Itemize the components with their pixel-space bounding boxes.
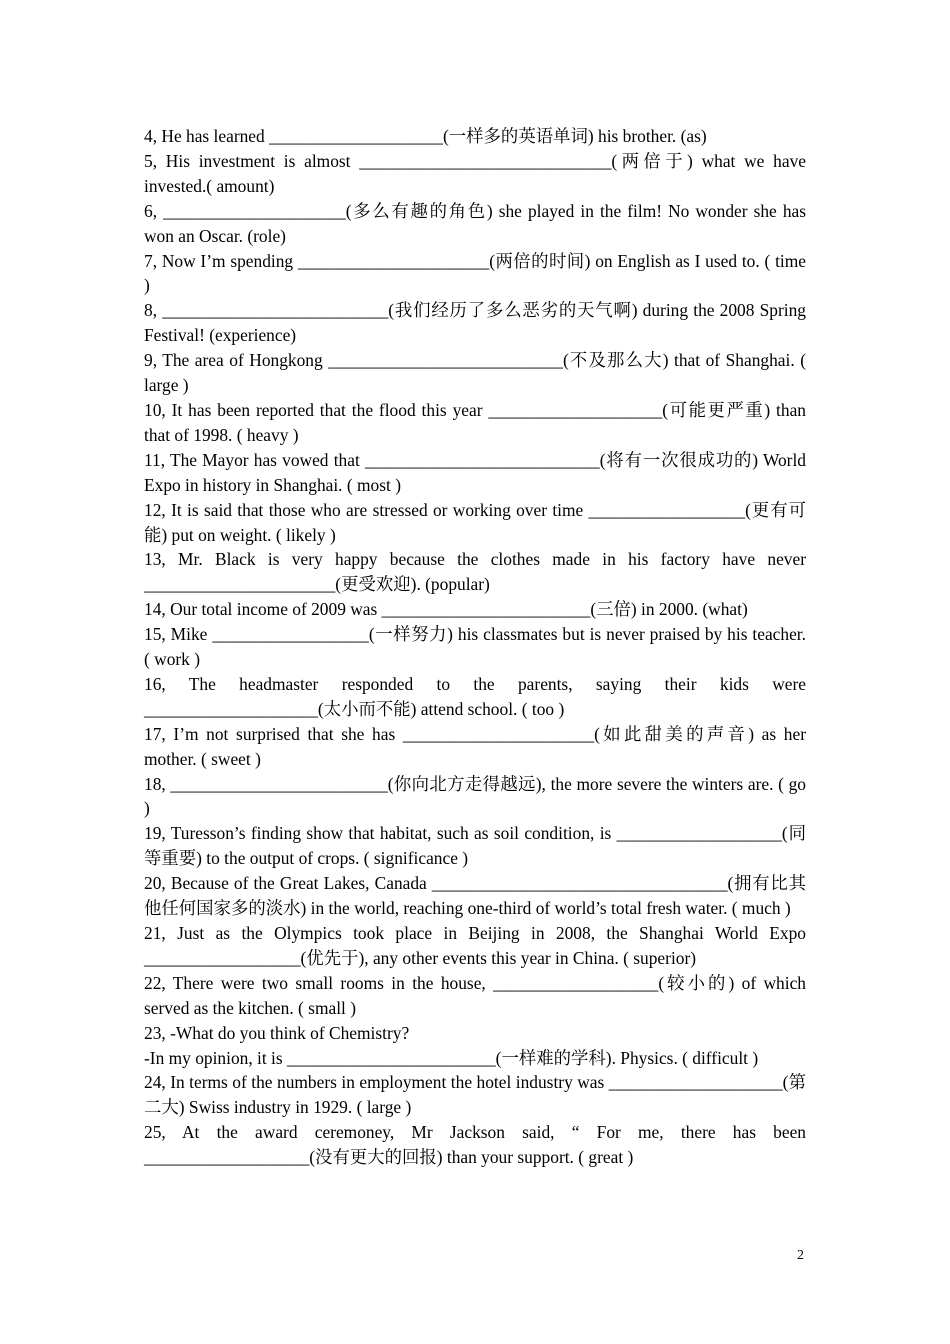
- exercise-item-20: 20, Because of the Great Lakes, Canada __________________________________(拥有比其他任何国家多的淡水) in the world, reaching one-third of world’s total fresh water. ( much ): [144, 873, 806, 919]
- exercise-item-8: 8, __________________________(我们经历了多么恶劣的天气啊) during the 2008 Spring Festival! (experience): [144, 300, 806, 346]
- exercise-item-14: 14, Our total income of 2009 was ________________________(三倍) in 2000. (what): [144, 599, 748, 620]
- exercise-item-17: 17, I’m not surprised that she has ______________________(如此甜美的声音) as her mother. ( sweet ): [144, 723, 806, 769]
- exercise-item-7: 7, Now I’m spending ______________________(两倍的时间) on English as I used to. ( time ): [144, 250, 806, 296]
- exercise-item-15: 15, Mike __________________(一样努力) his classmates but is never praised by his teacher. ( work ): [144, 624, 806, 670]
- exercise-item-5: 5, His investment is almost _____________________________(两倍于) what we have invested.( amount): [144, 150, 806, 196]
- exercise-item-11: 11, The Mayor has vowed that ___________________________(将有一次很成功的) World Expo in history in Shanghai. ( most ): [144, 449, 806, 495]
- exercise-item-23-question: 23, -What do you think of Chemistry?: [144, 1022, 410, 1043]
- exercise-item-4: 4, He has learned ____________________(一样多的英语单词) his brother. (as): [144, 126, 707, 146]
- exercise-item-10: 10, It has been reported that the flood this year ____________________(可能更严重) than that of 1998. ( heavy ): [144, 399, 806, 445]
- exercise-item-6: 6, _____________________(多么有趣的角色) she played in the film! No wonder she has won an Oscar. (role): [144, 200, 806, 246]
- exercise-item-16: 16, The headmaster responded to the parents, saying their kids were ____________________(太小而不能) attend school. ( too ): [144, 673, 806, 719]
- exercise-item-21: 21, Just as the Olympics took place in Beijing in 2008, the Shanghai World Expo __________________(优先于), any other events this year in China. ( superior): [144, 923, 806, 968]
- exercise-item-13: 13, Mr. Black is very happy because the clothes made in his factory have never ______________________(更受欢迎). (popular): [144, 549, 806, 595]
- exercise-item-23-answer: -In my opinion, it is ________________________(一样难的学科). Physics. ( difficult ): [144, 1047, 759, 1068]
- page-number: 2: [797, 1248, 804, 1263]
- exercise-item-24: 24, In terms of the numbers in employment the hotel industry was ____________________(第二大) Swiss industry in 1929. ( large ): [144, 1072, 806, 1118]
- exercise-item-9: 9, The area of Hongkong ___________________________(不及那么大) that of Shanghai. ( large ): [144, 350, 806, 396]
- exercise-item-18: 18, _________________________(你向北方走得越远), the more severe the winters are. ( go ): [144, 773, 806, 819]
- exercise-item-19: 19, Turesson’s finding show that habitat, such as soil condition, is ___________________(同等重要) to the output of crops. ( significance ): [144, 823, 806, 869]
- exercise-item-22: 22, There were two small rooms in the house, ___________________(较小的) of which served as the kitchen. ( small ): [144, 972, 806, 1018]
- exercise-list: [144, 124, 806, 1170]
- exercise-item-12: 12, It is said that those who are stressed or working over time __________________(更有可能) put on weight. ( likely ): [144, 499, 806, 545]
- exercise-item-25: 25, At the award ceremoney, Mr Jackson said, “ For me, there has been ___________________(没有更大的回报) than your support. ( great ): [144, 1122, 806, 1168]
